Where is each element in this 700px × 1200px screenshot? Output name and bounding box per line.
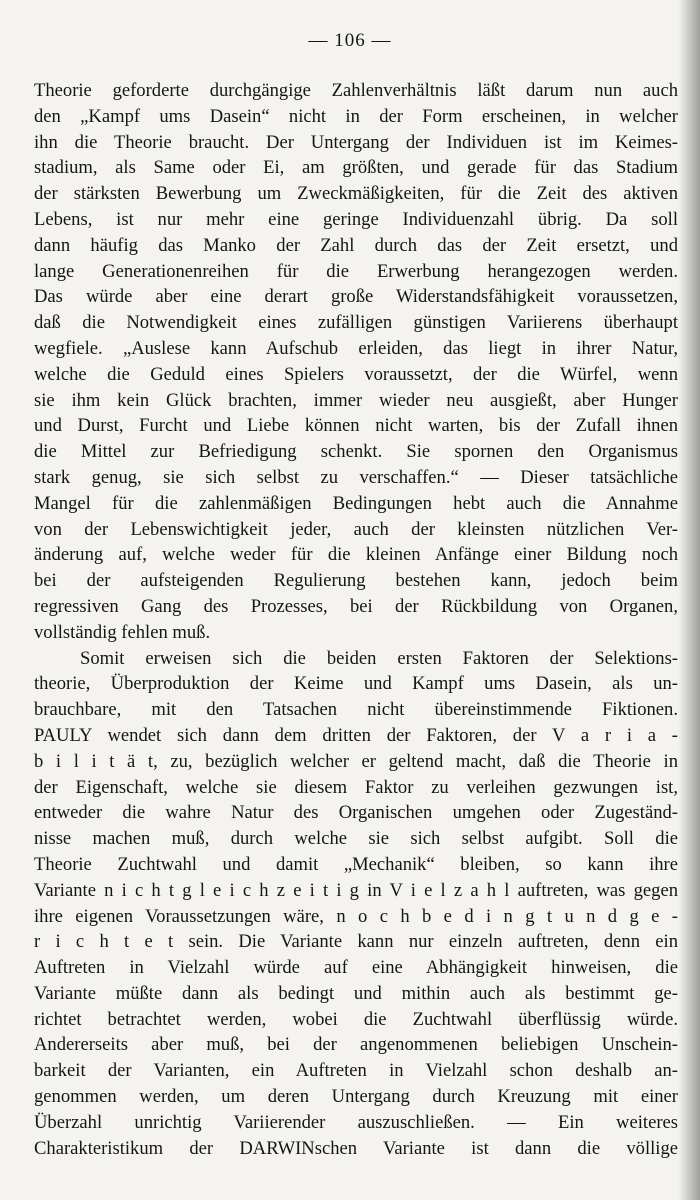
text-line: wegfiele. „Auslese kann Aufschub erleiden, das liegt in ihrer Natur, bbox=[34, 337, 678, 359]
text-line: entweder die wahre Natur des Organischen umgehen oder Zugeständ- bbox=[34, 802, 678, 824]
text-line: lange Generationenreihen für die Erwerbung herangezogen werden. bbox=[34, 260, 678, 282]
text-line: daß die Notwendigkeit eines zufälligen günstigen Variierens überhaupt bbox=[34, 312, 678, 334]
text-line: welche die Geduld eines Spielers voraussetzt, der die Würfel, wenn bbox=[34, 363, 678, 385]
text-line: Theorie geforderte durchgängige Zahlenverhältnis läßt darum nun auch bbox=[34, 80, 678, 101]
text-line: ihn die Theorie braucht. Der Untergang der Individuen ist im Keimes- bbox=[34, 131, 678, 153]
text-line: bei der aufsteigenden Regulierung bestehen kann, jedoch beim bbox=[34, 570, 678, 592]
text-line: dann häufig das Manko der Zahl durch das der Zeit ersetzt, und bbox=[34, 234, 678, 256]
text-line: richtet betrachtet werden, wobei die Zuchtwahl überflüssig würde. bbox=[34, 1008, 678, 1030]
body-text bbox=[34, 78, 678, 1161]
page-edge-shadow bbox=[678, 0, 700, 1200]
text-line: PAULY wendet sich dann dem dritten der Faktoren, der V a r i a - bbox=[34, 724, 678, 746]
text-line: b i l i t ä t, zu, bezüglich welcher er geltend macht, daß die Theorie in bbox=[34, 750, 678, 772]
text-line: den „Kampf ums Dasein“ nicht in der Form erscheinen, in welcher bbox=[34, 105, 678, 127]
text-line: Andererseits aber muß, bei der angenommenen beliebigen Unschein- bbox=[34, 1034, 678, 1056]
text-line: änderung auf, welche weder für die kleinen Anfänge einer Bildung noch bbox=[34, 544, 678, 566]
text-line: der stärksten Bewerbung um Zweckmäßigkeiten, für die Zeit des aktiven bbox=[34, 183, 678, 205]
text-line: Charakteristikum der DARWINschen Variante ist dann die völlige bbox=[34, 1137, 678, 1159]
text-line: stark genug, sie sich selbst zu verschaffen.“ — Dieser tatsächliche bbox=[34, 466, 678, 488]
text-line: barkeit der Varianten, ein Auftreten in Vielzahl schon deshalb an- bbox=[34, 1060, 678, 1082]
text-line: Das würde aber eine derart große Widerstandsfähigkeit voraussetzen, bbox=[34, 286, 678, 308]
text-line: genommen werden, um deren Untergang durch Kreuzung mit einer bbox=[34, 1086, 678, 1108]
text-line: sie ihm kein Glück brachten, immer wieder neu ausgießt, aber Hunger bbox=[34, 389, 678, 411]
text-line: Überzahl unrichtig Variierender auszuschließen. — Ein weiteres bbox=[34, 1111, 678, 1133]
text-line: ihre eigenen Voraussetzungen wäre, n o c h b e d i n g t u n d g e - bbox=[34, 905, 678, 927]
text-line: Somit erweisen sich die beiden ersten Faktoren der Selektions- bbox=[80, 647, 678, 669]
text-line: Variante müßte dann als bedingt und mithin auch als bestimmt ge- bbox=[34, 982, 678, 1004]
text-line: theorie, Überproduktion der Keime und Kampf ums Dasein, als un- bbox=[34, 673, 678, 695]
text-line: Theorie Zuchtwahl und damit „Mechanik“ bleiben, so kann ihre bbox=[34, 853, 678, 875]
text-line: regressiven Gang des Prozesses, bei der Rückbildung von Organen, bbox=[34, 595, 678, 617]
text-line: und Durst, Furcht und Liebe können nicht warten, bis der Zufall ihnen bbox=[34, 415, 678, 437]
text-line: r i c h t e t sein. Die Variante kann nur einzeln auftreten, denn ein bbox=[34, 931, 678, 953]
text-line: Mangel für die zahlenmäßigen Bedingungen hebt auch die Annahme bbox=[34, 492, 678, 514]
text-line: nisse machen muß, durch welche sie sich selbst aufgibt. Soll die bbox=[34, 828, 678, 850]
text-line: brauchbare, mit den Tatsachen nicht übereinstimmende Fiktionen. bbox=[34, 699, 678, 721]
text-line: vollständig fehlen muß. bbox=[34, 621, 211, 643]
text-line: Lebens, ist nur mehr eine geringe Individuenzahl übrig. Da soll bbox=[34, 208, 678, 230]
text-line: die Mittel zur Befriedigung schenkt. Sie spornen den Organismus bbox=[34, 441, 678, 463]
text-line: Auftreten in Vielzahl würde auf eine Abhängigkeit hinweisen, die bbox=[34, 957, 678, 979]
text-line: von der Lebenswichtigkeit jeder, auch der kleinsten nützlichen Ver- bbox=[34, 518, 678, 540]
text-line: Variante n i c h t g l e i c h z e i t i g in V i e l z a h l auftreten, was gegen bbox=[34, 879, 678, 901]
page-number: — 106 — bbox=[308, 30, 392, 51]
text-line: stadium, als Same oder Ei, am größten, und gerade für das Stadium bbox=[34, 157, 678, 179]
text-line: der Eigenschaft, welche sie diesem Faktor zu verleihen gezwungen ist, bbox=[34, 776, 678, 798]
